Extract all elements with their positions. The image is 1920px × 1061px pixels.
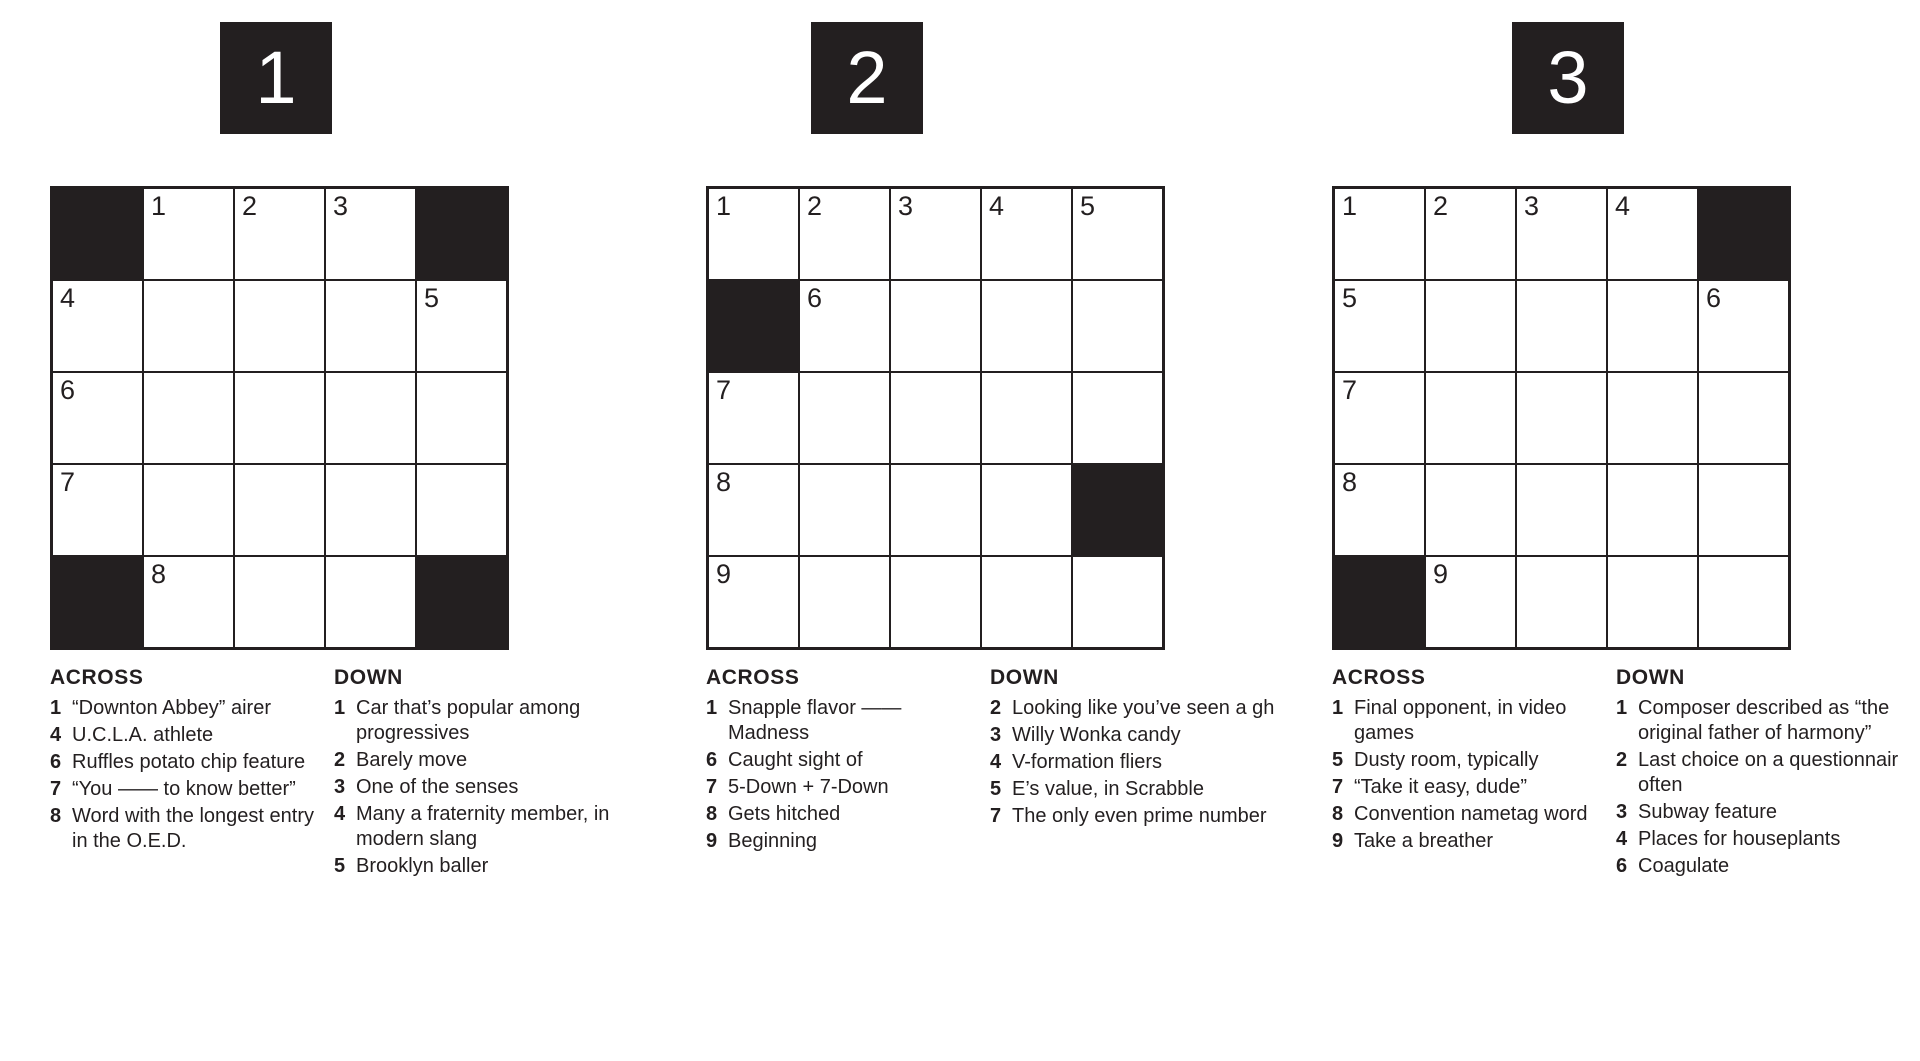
grid-cell[interactable] bbox=[143, 556, 234, 649]
clue-number: 6 bbox=[706, 749, 718, 771]
grid-cell[interactable] bbox=[1698, 280, 1790, 372]
cell-number: 5 bbox=[424, 283, 440, 313]
grid-cell[interactable] bbox=[981, 372, 1072, 464]
clue-item[interactable] bbox=[334, 696, 634, 746]
clue-item[interactable] bbox=[1616, 854, 1916, 879]
cell-number: 1 bbox=[716, 191, 732, 221]
clue-item[interactable] bbox=[706, 775, 978, 800]
grid-cell[interactable] bbox=[234, 464, 325, 556]
grid-cell[interactable] bbox=[1607, 188, 1698, 281]
clue-number: 4 bbox=[1616, 828, 1628, 850]
clue-text: The only even prime number bbox=[1012, 805, 1267, 827]
cell-number: 8 bbox=[716, 467, 732, 497]
clue-number: 9 bbox=[1332, 830, 1344, 852]
grid-cell[interactable] bbox=[1334, 464, 1426, 556]
cell-number: 7 bbox=[60, 467, 76, 497]
grid-cell-block bbox=[52, 556, 144, 649]
grid-row bbox=[1334, 188, 1790, 281]
clue-text: Places for houseplants bbox=[1638, 828, 1841, 850]
clue-text: Beginning bbox=[728, 830, 817, 852]
grid-cell[interactable] bbox=[234, 188, 325, 281]
puzzle-1 bbox=[0, 0, 646, 881]
across-column-1 bbox=[50, 666, 334, 881]
cell-number: 6 bbox=[807, 283, 823, 313]
clue-item[interactable] bbox=[334, 748, 634, 773]
clue-number: 8 bbox=[1332, 803, 1344, 825]
crossword-grid-3[interactable] bbox=[1332, 186, 1791, 650]
grid-row bbox=[1334, 464, 1790, 556]
clue-text: “You —— to know better” bbox=[72, 778, 296, 800]
clue-text: E’s value, in Scrabble bbox=[1012, 778, 1204, 800]
clue-number: 6 bbox=[1616, 855, 1628, 877]
grid-cell[interactable] bbox=[1607, 372, 1698, 464]
clue-number: 3 bbox=[990, 724, 1002, 746]
grid-cell[interactable] bbox=[143, 280, 234, 372]
grid-row bbox=[708, 188, 1164, 281]
cell-number: 2 bbox=[807, 191, 823, 221]
clue-text: One of the senses bbox=[356, 776, 519, 798]
clue-text: 5-Down + 7-Down bbox=[728, 776, 889, 798]
clue-text: Gets hitched bbox=[728, 803, 841, 825]
cell-number: 3 bbox=[333, 191, 349, 221]
crossword-grid-1[interactable] bbox=[50, 186, 509, 650]
grid-cell[interactable] bbox=[708, 372, 800, 464]
clue-number: 5 bbox=[990, 778, 1002, 800]
cell-number: 8 bbox=[1342, 467, 1358, 497]
cell-number: 3 bbox=[898, 191, 914, 221]
grid-cell[interactable] bbox=[799, 556, 890, 649]
clue-number: 8 bbox=[706, 803, 718, 825]
grid-row bbox=[708, 280, 1164, 372]
clue-number: 1 bbox=[50, 697, 62, 719]
grid-cell[interactable] bbox=[1516, 556, 1607, 649]
clue-text: Ruffles potato chip feature bbox=[72, 751, 306, 773]
grid-cell[interactable] bbox=[1072, 556, 1164, 649]
clue-item[interactable] bbox=[1616, 748, 1916, 798]
grid-cell[interactable] bbox=[1334, 280, 1426, 372]
cell-number: 2 bbox=[1433, 191, 1449, 221]
grid-row bbox=[1334, 556, 1790, 649]
grid-row bbox=[1334, 372, 1790, 464]
clue-number: 7 bbox=[990, 805, 1002, 827]
grid-row bbox=[708, 556, 1164, 649]
grid-cell[interactable] bbox=[416, 464, 508, 556]
grid-cell[interactable] bbox=[143, 464, 234, 556]
clue-number: 1 bbox=[1616, 697, 1628, 719]
grid-cell[interactable] bbox=[799, 464, 890, 556]
grid-cell-block bbox=[416, 188, 508, 281]
clues-3 bbox=[1332, 666, 1920, 881]
cell-number: 1 bbox=[151, 191, 167, 221]
grid-cell[interactable] bbox=[234, 372, 325, 464]
clue-item[interactable] bbox=[1332, 748, 1604, 773]
clue-text: Looking like you’ve seen a gh bbox=[1012, 697, 1275, 719]
clue-text: “Downton Abbey” airer bbox=[72, 697, 271, 719]
grid-cell-block bbox=[1072, 464, 1164, 556]
clue-text: Convention nametag word bbox=[1354, 803, 1588, 825]
clue-item[interactable] bbox=[50, 696, 322, 721]
grid-cell[interactable] bbox=[1607, 556, 1698, 649]
clue-item[interactable] bbox=[990, 723, 1290, 748]
clue-item[interactable] bbox=[1616, 827, 1916, 852]
grid-cell[interactable] bbox=[52, 280, 144, 372]
clue-item[interactable] bbox=[990, 777, 1290, 802]
grid-row bbox=[52, 188, 508, 281]
clue-number: 1 bbox=[1332, 697, 1344, 719]
grid-cell[interactable] bbox=[708, 464, 800, 556]
across-heading: ACROSS bbox=[706, 666, 800, 689]
clue-text: Subway feature bbox=[1638, 801, 1777, 823]
clue-number: 3 bbox=[334, 776, 346, 798]
clue-number: 8 bbox=[50, 805, 62, 827]
cell-number: 9 bbox=[1433, 559, 1449, 589]
clues-1 bbox=[50, 666, 646, 881]
clue-text: V-formation fliers bbox=[1012, 751, 1163, 773]
cell-number: 6 bbox=[1706, 283, 1722, 313]
grid-row bbox=[52, 372, 508, 464]
clue-item[interactable] bbox=[50, 804, 322, 854]
grid-wrapper-2 bbox=[706, 186, 1302, 650]
cell-number: 7 bbox=[716, 375, 732, 405]
grid-cell[interactable] bbox=[325, 556, 416, 649]
clue-text: Dusty room, typically bbox=[1354, 749, 1539, 771]
grid-body-2 bbox=[708, 188, 1164, 649]
clue-number: 5 bbox=[1332, 749, 1344, 771]
clue-text: Word with the longest entry in the O.E.D. bbox=[72, 805, 314, 852]
clue-item[interactable] bbox=[990, 750, 1290, 775]
grid-cell[interactable] bbox=[890, 280, 981, 372]
clue-text: Last choice on a questionnair often bbox=[1638, 749, 1899, 796]
grid-cell[interactable] bbox=[1425, 280, 1516, 372]
grid-cell[interactable] bbox=[52, 464, 144, 556]
grid-cell-block bbox=[708, 280, 800, 372]
grid-cell[interactable] bbox=[1072, 188, 1164, 281]
clue-item[interactable] bbox=[50, 750, 322, 775]
down-column-2 bbox=[990, 666, 1302, 856]
clue-number: 3 bbox=[1616, 801, 1628, 823]
grid-cell[interactable] bbox=[799, 372, 890, 464]
clue-item[interactable] bbox=[1332, 829, 1604, 854]
clue-item[interactable] bbox=[1332, 775, 1604, 800]
cell-number: 1 bbox=[1342, 191, 1358, 221]
clue-text: U.C.L.A. athlete bbox=[72, 724, 214, 746]
clue-number: 1 bbox=[706, 697, 718, 719]
down-heading: DOWN bbox=[334, 666, 403, 689]
clue-text: Composer described as “the original father of harmony” bbox=[1638, 697, 1890, 744]
cell-number: 6 bbox=[60, 375, 76, 405]
cell-number: 5 bbox=[1342, 283, 1358, 313]
grid-cell[interactable] bbox=[708, 556, 800, 649]
grid-cell[interactable] bbox=[143, 188, 234, 281]
puzzle-number-badge-1: 1 bbox=[220, 22, 332, 134]
clue-number: 4 bbox=[990, 751, 1002, 773]
across-heading: ACROSS bbox=[1332, 666, 1426, 689]
down-heading: DOWN bbox=[990, 666, 1059, 689]
clue-item[interactable] bbox=[706, 829, 978, 854]
grid-cell[interactable] bbox=[1516, 464, 1607, 556]
clues-2 bbox=[706, 666, 1302, 856]
clue-item[interactable] bbox=[334, 802, 634, 852]
grid-cell[interactable] bbox=[890, 464, 981, 556]
grid-cell[interactable] bbox=[1607, 464, 1698, 556]
puzzle-2 bbox=[646, 0, 1302, 856]
grid-cell[interactable] bbox=[1425, 372, 1516, 464]
grid-cell[interactable] bbox=[890, 188, 981, 281]
clue-number: 6 bbox=[50, 751, 62, 773]
clue-item[interactable] bbox=[1616, 800, 1916, 825]
grid-cell[interactable] bbox=[890, 372, 981, 464]
cell-number: 5 bbox=[1080, 191, 1096, 221]
clue-text: Brooklyn baller bbox=[356, 855, 489, 877]
cell-number: 4 bbox=[60, 283, 76, 313]
grid-cell[interactable] bbox=[1516, 372, 1607, 464]
grid-cell[interactable] bbox=[325, 464, 416, 556]
clue-text: Barely move bbox=[356, 749, 468, 771]
grid-cell-block bbox=[416, 556, 508, 649]
grid-cell[interactable] bbox=[1072, 280, 1164, 372]
grid-row bbox=[708, 372, 1164, 464]
across-column-2 bbox=[706, 666, 990, 856]
cell-number: 8 bbox=[151, 559, 167, 589]
grid-cell[interactable] bbox=[890, 556, 981, 649]
cell-number: 4 bbox=[1615, 191, 1631, 221]
cell-number: 7 bbox=[1342, 375, 1358, 405]
grid-cell-block bbox=[1334, 556, 1426, 649]
grid-cell[interactable] bbox=[799, 188, 890, 281]
clue-item[interactable] bbox=[706, 748, 978, 773]
down-column-3 bbox=[1616, 666, 1920, 881]
grid-cell[interactable] bbox=[981, 280, 1072, 372]
puzzle-number-badge-2: 2 bbox=[811, 22, 923, 134]
grid-cell[interactable] bbox=[1516, 280, 1607, 372]
grid-cell[interactable] bbox=[143, 372, 234, 464]
grid-cell[interactable] bbox=[1072, 372, 1164, 464]
grid-row bbox=[1334, 280, 1790, 372]
grid-cell[interactable] bbox=[234, 280, 325, 372]
clue-item[interactable] bbox=[990, 804, 1290, 829]
across-column-3 bbox=[1332, 666, 1616, 881]
grid-cell[interactable] bbox=[1607, 280, 1698, 372]
clue-text: Snapple flavor —— Madness bbox=[728, 697, 902, 744]
clue-number: 2 bbox=[334, 749, 346, 771]
clue-item[interactable] bbox=[334, 854, 634, 879]
grid-cell[interactable] bbox=[981, 556, 1072, 649]
grid-cell[interactable] bbox=[416, 372, 508, 464]
cell-number: 2 bbox=[242, 191, 258, 221]
grid-cell[interactable] bbox=[799, 280, 890, 372]
grid-cell[interactable] bbox=[1698, 556, 1790, 649]
puzzle-3 bbox=[1302, 0, 1920, 881]
grid-cell[interactable] bbox=[1698, 372, 1790, 464]
clue-text: Willy Wonka candy bbox=[1012, 724, 1181, 746]
grid-cell[interactable] bbox=[981, 464, 1072, 556]
clue-item[interactable] bbox=[1616, 696, 1916, 746]
grid-cell-block bbox=[52, 188, 144, 281]
down-heading: DOWN bbox=[1616, 666, 1685, 689]
clue-number: 5 bbox=[334, 855, 346, 877]
clue-number: 4 bbox=[50, 724, 62, 746]
clue-text: Final opponent, in video games bbox=[1354, 697, 1567, 744]
grid-cell[interactable] bbox=[1334, 188, 1426, 281]
grid-body-3 bbox=[1334, 188, 1790, 649]
grid-cell[interactable] bbox=[325, 372, 416, 464]
across-heading: ACROSS bbox=[50, 666, 144, 689]
grid-wrapper-1 bbox=[50, 186, 646, 650]
clue-number: 1 bbox=[334, 697, 346, 719]
puzzle-number-badge-3: 3 bbox=[1512, 22, 1624, 134]
clue-text: Many a fraternity member, in modern slang bbox=[356, 803, 610, 850]
grid-cell[interactable] bbox=[1516, 188, 1607, 281]
grid-cell[interactable] bbox=[1334, 372, 1426, 464]
grid-cell[interactable] bbox=[981, 188, 1072, 281]
grid-body-1 bbox=[52, 188, 508, 649]
clue-item[interactable] bbox=[1332, 802, 1604, 827]
grid-cell[interactable] bbox=[325, 188, 416, 281]
grid-cell[interactable] bbox=[1425, 188, 1516, 281]
cell-number: 9 bbox=[716, 559, 732, 589]
clue-item[interactable] bbox=[1332, 696, 1604, 746]
clue-item[interactable] bbox=[706, 696, 978, 746]
grid-row bbox=[708, 464, 1164, 556]
grid-cell[interactable] bbox=[1425, 464, 1516, 556]
grid-cell-block bbox=[1698, 188, 1790, 281]
grid-wrapper-3 bbox=[1332, 186, 1920, 650]
clue-number: 7 bbox=[706, 776, 718, 798]
clue-item[interactable] bbox=[50, 723, 322, 748]
clue-text: Take a breather bbox=[1354, 830, 1493, 852]
grid-cell[interactable] bbox=[234, 556, 325, 649]
crossword-grid-2[interactable] bbox=[706, 186, 1165, 650]
clue-text: Car that’s popular among progressives bbox=[356, 697, 581, 744]
clue-number: 2 bbox=[1616, 749, 1628, 771]
clue-number: 2 bbox=[990, 697, 1002, 719]
grid-cell[interactable] bbox=[708, 188, 800, 281]
cell-number: 3 bbox=[1524, 191, 1540, 221]
grid-row bbox=[52, 556, 508, 649]
clue-item[interactable] bbox=[706, 802, 978, 827]
grid-row bbox=[52, 280, 508, 372]
grid-cell[interactable] bbox=[1698, 464, 1790, 556]
grid-cell[interactable] bbox=[416, 280, 508, 372]
grid-cell[interactable] bbox=[52, 372, 144, 464]
grid-row bbox=[52, 464, 508, 556]
down-column-1 bbox=[334, 666, 646, 881]
cell-number: 4 bbox=[989, 191, 1005, 221]
clue-item[interactable] bbox=[990, 696, 1290, 721]
clue-item[interactable] bbox=[50, 777, 322, 802]
clue-item[interactable] bbox=[334, 775, 634, 800]
grid-cell[interactable] bbox=[1425, 556, 1516, 649]
clue-number: 7 bbox=[50, 778, 62, 800]
clue-number: 7 bbox=[1332, 776, 1344, 798]
clue-text: Coagulate bbox=[1638, 855, 1730, 877]
clue-number: 4 bbox=[334, 803, 346, 825]
clue-text: Caught sight of bbox=[728, 749, 863, 771]
clue-text: “Take it easy, dude” bbox=[1354, 776, 1528, 798]
clue-number: 9 bbox=[706, 830, 718, 852]
grid-cell[interactable] bbox=[325, 280, 416, 372]
